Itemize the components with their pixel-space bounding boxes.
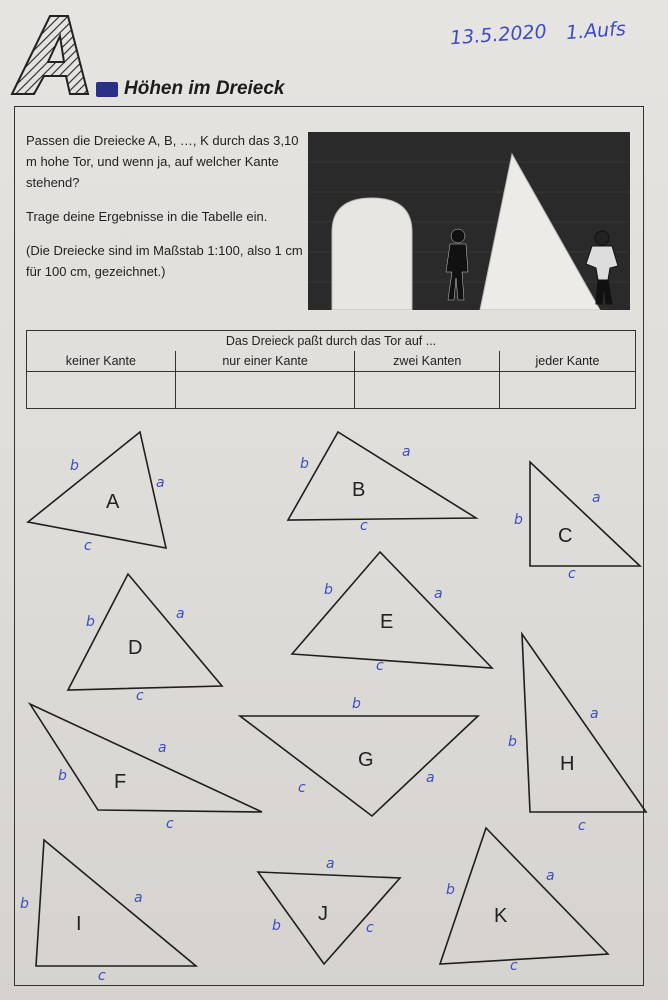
triangle-g-side-b: b bbox=[352, 696, 361, 712]
triangle-a bbox=[28, 432, 166, 554]
triangle-j-label: J bbox=[318, 903, 328, 925]
triangle-c-side-b: b bbox=[514, 512, 523, 528]
triangle-h bbox=[508, 634, 646, 834]
handwritten-note: 1.Aufs bbox=[565, 17, 627, 45]
triangle-i-side-c: c bbox=[98, 968, 106, 984]
triangle-a-side-c: c bbox=[84, 538, 92, 554]
triangle-i-label: I bbox=[76, 913, 82, 935]
column-header-every-edge: jeder Kante bbox=[499, 351, 635, 372]
triangle-d-side-c: c bbox=[136, 688, 144, 704]
triangle-e-side-b: b bbox=[324, 582, 333, 598]
task-scale-note: (Die Dreiecke sind im Maßstab 1:100, also 1 cm für 100 cm, gezeichnet.) bbox=[26, 243, 303, 279]
triangle-e-label: E bbox=[380, 611, 394, 633]
triangle-a-side-a: a bbox=[156, 475, 165, 491]
handwritten-date: 13.5.2020 bbox=[449, 20, 548, 50]
triangle-i bbox=[20, 840, 196, 984]
triangle-f-side-a: a bbox=[158, 740, 167, 756]
page-title-text: Höhen im Dreieck bbox=[124, 78, 285, 99]
column-header-no-edge: keiner Kante bbox=[27, 351, 176, 372]
triangle-k-label: K bbox=[494, 905, 508, 927]
triangle-f-side-c: c bbox=[166, 816, 174, 832]
triangle-j bbox=[258, 856, 400, 964]
triangle-g-side-a: a bbox=[426, 770, 435, 786]
triangle-b-side-a: a bbox=[402, 444, 411, 460]
triangle-j-side-c: c bbox=[366, 920, 374, 936]
triangle-i-side-b: b bbox=[20, 896, 29, 912]
triangle-k-side-a: a bbox=[546, 868, 555, 884]
triangle-j-side-b: b bbox=[272, 918, 281, 934]
column-header-one-edge: nur einer Kante bbox=[175, 351, 355, 372]
triangle-e-side-c: c bbox=[376, 658, 384, 674]
column-header-two-edges: zwei Kanten bbox=[355, 351, 499, 372]
triangle-b-label: B bbox=[352, 479, 366, 501]
triangle-k-side-b: b bbox=[446, 882, 455, 898]
triangle-b-side-c: c bbox=[360, 518, 368, 534]
triangle-d-side-a: a bbox=[176, 606, 185, 622]
triangle-h-side-a: a bbox=[590, 706, 599, 722]
triangle-c-side-c: c bbox=[568, 566, 576, 582]
triangle-h-label: H bbox=[560, 753, 575, 775]
triangle-f-label: F bbox=[114, 771, 127, 793]
triangle-g bbox=[240, 696, 478, 816]
triangle-a-label: A bbox=[106, 491, 120, 513]
triangle-c-side-a: a bbox=[592, 490, 601, 506]
triangle-c bbox=[514, 462, 640, 582]
task-instruction: Trage deine Ergebnisse in die Tabelle ein. bbox=[26, 209, 268, 224]
triangle-g-side-c: c bbox=[298, 780, 306, 796]
triangle-i-side-a: a bbox=[134, 890, 143, 906]
triangle-d-side-b: b bbox=[86, 614, 95, 630]
triangle-c-label: C bbox=[558, 525, 573, 547]
triangle-e-side-a: a bbox=[434, 586, 443, 602]
task-question: Passen die Dreiecke A, B, …, K durch das 3,10 m hohe Tor, und wenn ja, auf welcher Kante stehend? bbox=[26, 133, 299, 190]
triangle-k-side-c: c bbox=[510, 958, 518, 974]
triangle-h-side-c: c bbox=[578, 818, 586, 834]
triangle-f bbox=[30, 704, 262, 832]
triangle-h-side-b: b bbox=[508, 734, 517, 750]
triangle-a-side-b: b bbox=[70, 458, 79, 474]
triangle-g-label: G bbox=[358, 749, 374, 771]
results-table-caption: Das Dreieck paßt durch das Tor auf ... bbox=[27, 331, 636, 352]
triangle-f-side-b: b bbox=[58, 768, 67, 784]
triangle-b-side-b: b bbox=[300, 456, 309, 472]
triangle-d bbox=[68, 574, 222, 704]
triangle-d-label: D bbox=[128, 637, 143, 659]
triangle-b bbox=[288, 432, 476, 534]
triangle-k bbox=[440, 828, 608, 974]
triangle-e bbox=[292, 552, 492, 674]
triangle-j-side-a: a bbox=[326, 856, 335, 872]
